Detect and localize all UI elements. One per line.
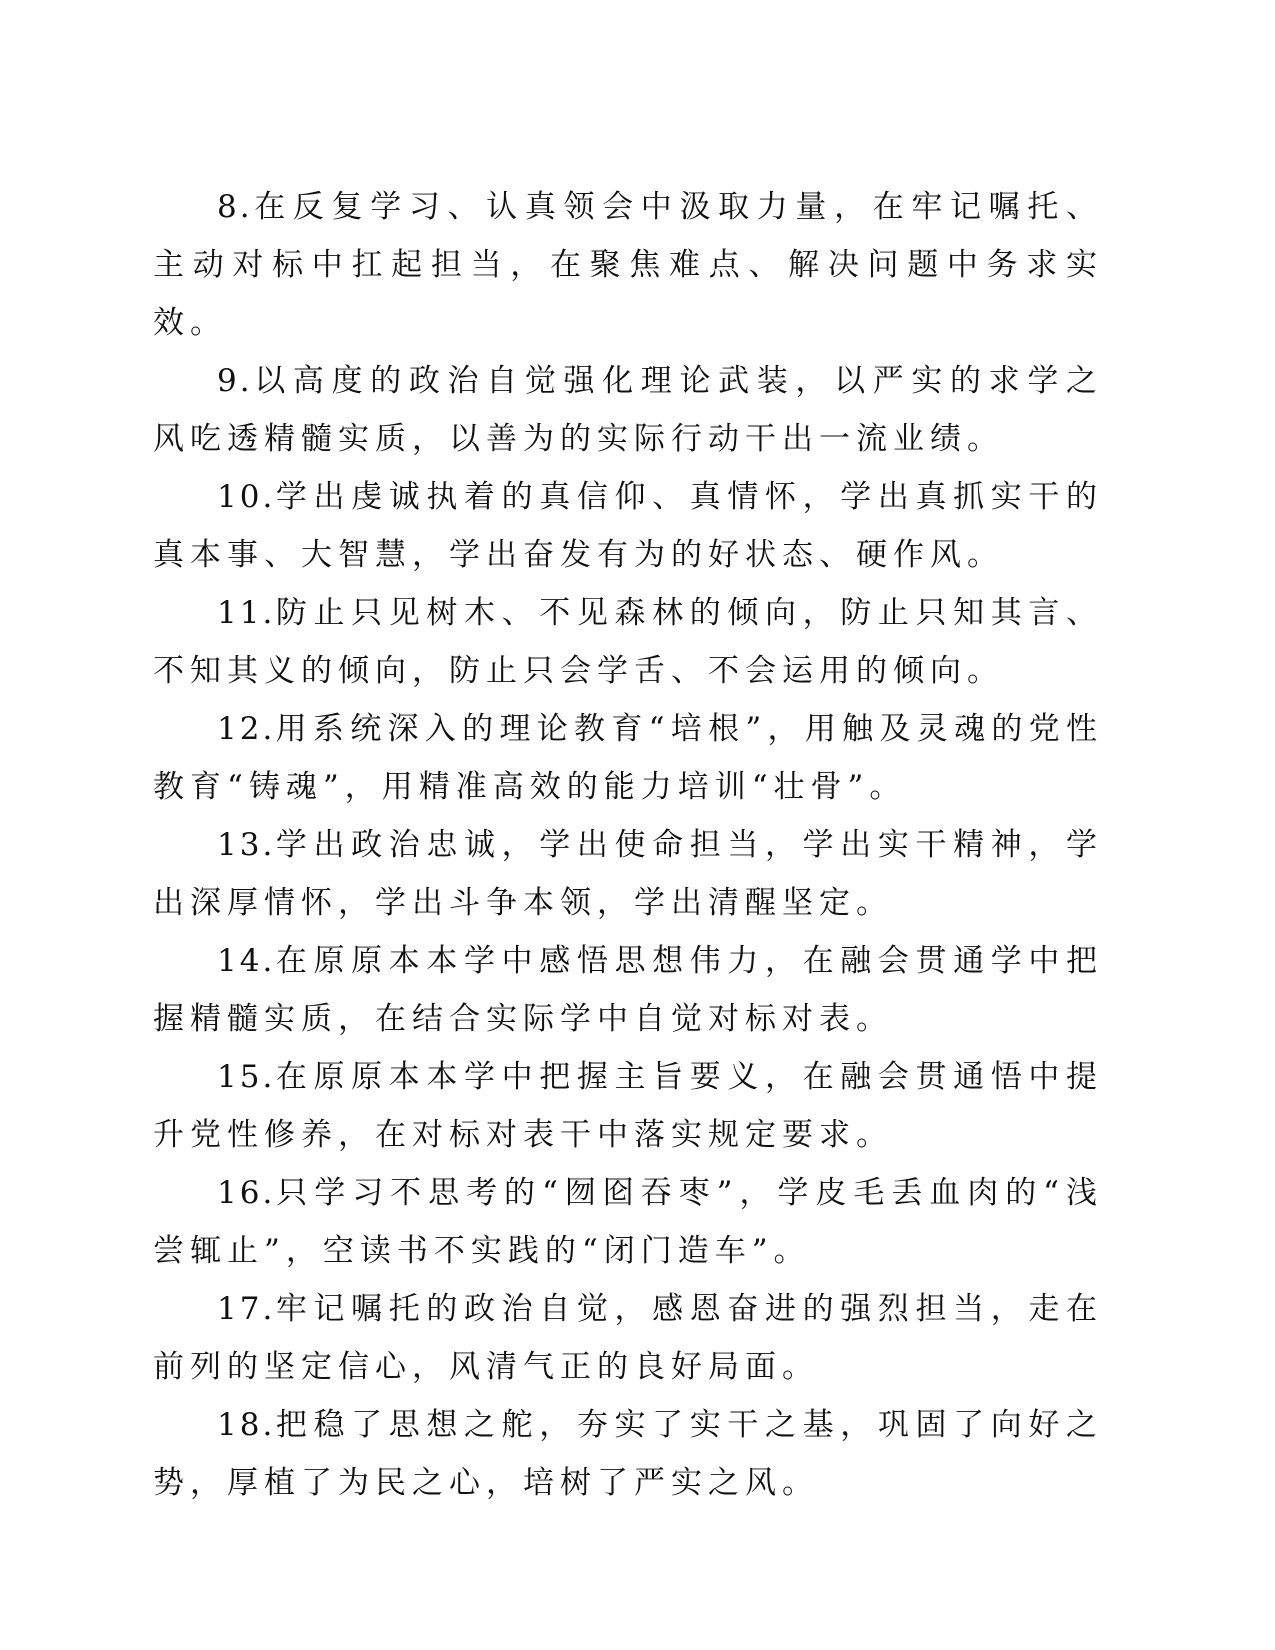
item-text: 牢记嘱托的政治自觉，感恩奋进的强烈担当，走在前列的坚定信心，风清气正的良好局面。 — [153, 1291, 1103, 1385]
item-number: 13. — [217, 827, 276, 863]
list-item — [153, 1048, 1103, 1164]
list-item — [153, 468, 1103, 584]
list-item — [153, 584, 1103, 700]
item-number: 10. — [217, 479, 276, 515]
item-text: 以高度的政治自觉强化理论武装，以严实的求学之风吃透精髓实质，以善为的实际行动干出一流业绩。 — [153, 363, 1103, 457]
item-text: 把稳了思想之舵，夯实了实干之基，巩固了向好之势，厚植了为民之心，培树了严实之风。 — [153, 1407, 1103, 1501]
item-text: 在原原本本学中把握主旨要义，在融会贯通悟中提升党性修养，在对标对表干中落实规定要求。 — [153, 1059, 1103, 1153]
item-text: 在反复学习、认真领会中汲取力量，在牢记嘱托、主动对标中扛起担当，在聚焦难点、解决问题中务求实效。 — [153, 189, 1103, 341]
list-item — [153, 352, 1103, 468]
item-number: 15. — [217, 1059, 276, 1095]
item-text: 防止只见树木、不见森林的倾向，防止只知其言、不知其义的倾向，防止只会学舌、不会运用的倾向。 — [153, 595, 1103, 689]
list-item — [153, 700, 1103, 816]
item-text: 用系统深入的理论教育“培根”，用触及灵魂的党性教育“铸魂”，用精准高效的能力培训“壮骨”。 — [153, 711, 1103, 805]
list-item — [153, 1396, 1103, 1512]
item-number: 14. — [217, 943, 276, 979]
item-number: 18. — [217, 1407, 276, 1443]
document-body — [153, 178, 1103, 1512]
item-text: 在原原本本学中感悟思想伟力，在融会贯通学中把握精髓实质，在结合实际学中自觉对标对表。 — [153, 943, 1103, 1037]
list-item — [153, 816, 1103, 932]
item-number: 16. — [217, 1175, 276, 1211]
item-text: 学出政治忠诚，学出使命担当，学出实干精神，学出深厚情怀，学出斗争本领，学出清醒坚定。 — [153, 827, 1103, 921]
item-text: 只学习不思考的“囫囵吞枣”，学皮毛丢血肉的“浅尝辄止”，空读书不实践的“闭门造车”。 — [153, 1175, 1103, 1269]
item-number: 11. — [217, 595, 276, 631]
item-number: 8. — [217, 189, 253, 225]
item-number: 9. — [217, 363, 253, 399]
list-item — [153, 932, 1103, 1048]
list-item — [153, 178, 1103, 352]
item-text: 学出虔诚执着的真信仰、真情怀，学出真抓实干的真本事、大智慧，学出奋发有为的好状态、硬作风。 — [153, 479, 1103, 573]
list-item — [153, 1164, 1103, 1280]
list-item — [153, 1280, 1103, 1396]
item-number: 12. — [217, 711, 276, 747]
item-number: 17. — [217, 1291, 276, 1327]
